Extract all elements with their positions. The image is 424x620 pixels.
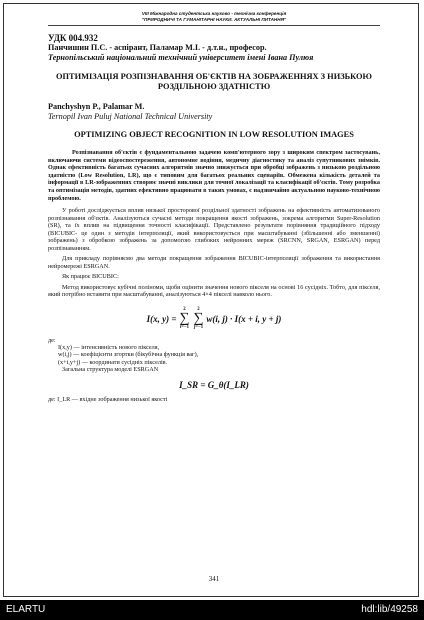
abstract: Розпізнавання об'єктів є фундаментальною задачею комп'ютерного зору з широким спектром застосувань, включаючи системи відеоспостереження, автономне водіння, медичну діагностику та аналіз супутникових знімків. Однак ефективність багатьох сучасних алгоритмів значно знижується при обробці зображень з низькою роздільною здатністю (Low Resolution, LR), що є типовим для багатьох реальних сценаріїв. Обмежена кількість деталей та інформації в LR-зображеннях створює значні виклики для точної локалізації та класифікації об'єктів. Тому розробка та оптимізація методів, здатних ефективно працювати в таких умовах, є надзвичайно актуальною науково-технічною проблемою.	[48, 149, 380, 202]
sigma-glyph: ∑	[193, 311, 204, 327]
page-number: 341	[208, 575, 220, 583]
affiliation-ua: Тернопільський національний технічний університет імені Івана Пулюя	[48, 53, 314, 62]
sum-symbol-i	[179, 307, 189, 330]
sum-j-upper: 2	[197, 307, 200, 313]
sum-i-lower: i=−1	[179, 325, 190, 331]
conference-line-2: "ПРИРОДНИЧІ ТА ГУМАНІТАРНІ НАУКИ. АКТУАЛЬНІ ПИТАННЯ"	[141, 17, 287, 22]
sum-j-lower: j=−1	[193, 325, 204, 331]
body-paragraph-3: Як працює BICUBIC:	[62, 273, 119, 281]
formula-lhs: I(x, y) =	[146, 313, 177, 324]
definition-item: I(x,y) — інтенсивність нового пікселя,	[58, 344, 160, 352]
udk-code: УДК 004.932	[48, 33, 98, 43]
header-divider	[48, 25, 380, 26]
repository-name: ELARTU	[6, 604, 46, 615]
title-ua: ОПТИМІЗАЦІЯ РОЗПІЗНАВАННЯ ОБ'ЄКТІВ НА ЗОБРАЖЕННЯХ З НИЗЬКОЮ РОЗДІЛЬНОЮ ЗДАТНІСТЮ	[56, 72, 372, 91]
formula-rhs: w(i, j) · I(x + i, y + j)	[206, 313, 282, 324]
body-paragraph-2: Для прикладу порівняємо два методи покращення зображення BICUBIC-інтерполяції зображення та використання нейромережі ESRGAN.	[48, 255, 380, 270]
title-en: OPTIMIZING OBJECT RECOGNITION IN LOW RESOLUTION IMAGES	[74, 130, 354, 139]
sum-i-upper: 2	[183, 307, 186, 313]
body-paragraph-4: Метод використовує кубічні поліноми, щоби оцінити значення нового пікселя на основі 16 сусідніх. Тобто, для пікселя, який потрібно вставити при масштабуванні, аналізуються 4×4 пікселі навколо нього.	[48, 283, 380, 299]
defs-label: де:	[48, 336, 56, 344]
definition-item: (x+i,y+j) — координати сусідніх пікселів.	[58, 358, 168, 366]
sum-symbol-j	[193, 307, 203, 330]
authors-en: Panchyshyn P., Palamar M.	[48, 102, 145, 111]
handle-link[interactable]: hdl:lib/49258	[361, 604, 418, 615]
sigma-glyph: ∑	[179, 311, 190, 327]
formula-definitions	[48, 337, 380, 374]
page-frame	[3, 3, 419, 597]
paper-page	[48, 4, 380, 583]
bicubic-formula	[48, 305, 380, 333]
definition-item: w(i,j) — коефіцієнти згортки (бікубічна функція ваг),	[58, 351, 199, 359]
conference-header	[48, 11, 380, 23]
affiliation-en: Ternopil Ivan Puluj National Technical University	[48, 112, 213, 121]
esrgan-heading: Загальна структура моделі ESRGAN	[62, 366, 159, 374]
authors-ua: Панчишин П.С. - аспірант, Паламар М.І. - д.т.н., професор.	[48, 43, 267, 52]
body-paragraph-1: У роботі досліджується вплив низької просторової роздільної здатності зображень на ефективність автоматизованого розпізнавання об'єктів. Аналізуються сучасні методи покращення якості зображень, зокрема алгоритми Super-Resolution (SR), та їх вплив на підвищення точності класифікації. Представлено результати порівняння традиційного підходу (BICUBIC- це один з методів інтерполяції, який використовується при масштабуванні (збільшенні або зменшенні) зображень) з обробкою зображень за допомогою глибоких нейронних мереж (SRCNN, SRGAN, ESRGAN) перед розпізнаванням.	[48, 207, 380, 252]
conference-line-1: VIII Міжнародна студентська науково - технічна конференція	[141, 11, 287, 16]
repository-footer	[0, 600, 424, 620]
esrgan-formula: I_SR = G_θ(I_LR)	[179, 379, 249, 390]
esrgan-definition: де: I_LR — вхідне зображення низької якості	[48, 395, 168, 403]
